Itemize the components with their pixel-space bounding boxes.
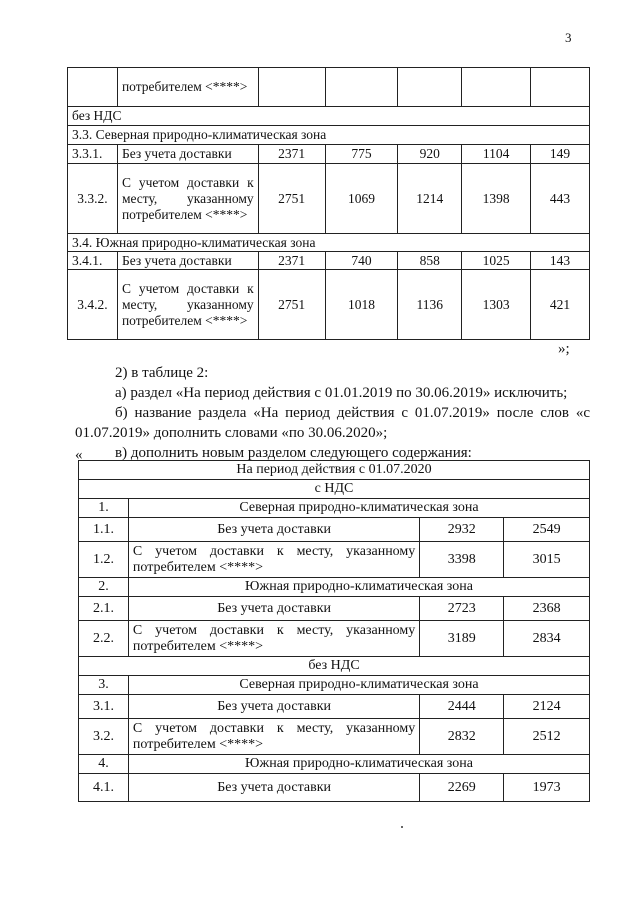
table-cell xyxy=(325,68,398,107)
value-cell: 3015 xyxy=(504,542,590,578)
value-cell: 1303 xyxy=(462,270,531,340)
section-number: 3. xyxy=(79,676,129,695)
row-description: С учетом доставки к месту, указанному потребителем <****> xyxy=(128,542,419,578)
value-cell: 2512 xyxy=(504,719,590,755)
table-cell xyxy=(398,68,462,107)
row-code: 3.4.1. xyxy=(68,252,118,270)
zone-heading: 3.4. Южная природно-климатическая зона xyxy=(68,234,590,252)
value-cell: 149 xyxy=(531,145,590,164)
zone-heading: 3.3. Северная природно-климатическая зона xyxy=(68,126,590,145)
table-row xyxy=(79,755,590,774)
value-cell: 2932 xyxy=(420,518,504,542)
table-row xyxy=(79,695,590,719)
row-description: Без учета доставки xyxy=(117,145,258,164)
table-row xyxy=(68,145,590,164)
no-vat-heading: без НДС xyxy=(68,107,590,126)
table-row xyxy=(68,164,590,234)
table-cell xyxy=(258,68,325,107)
value-cell: 920 xyxy=(398,145,462,164)
no-vat-heading: без НДС xyxy=(79,657,590,676)
table-cell xyxy=(462,68,531,107)
table-row xyxy=(68,107,590,126)
row-description: Без учета доставки xyxy=(128,518,419,542)
table-row xyxy=(79,657,590,676)
value-cell: 2723 xyxy=(420,597,504,621)
zone-heading: Северная природно-климатическая зона xyxy=(128,499,589,518)
instruction-paragraph: в) дополнить новым разделом следующего содержания: xyxy=(115,445,472,461)
table-row xyxy=(79,774,590,802)
value-cell: 1973 xyxy=(504,774,590,802)
zone-heading: Южная природно-климатическая зона xyxy=(128,755,589,774)
value-cell: 1018 xyxy=(325,270,398,340)
value-cell: 1069 xyxy=(325,164,398,234)
value-cell: 2832 xyxy=(420,719,504,755)
row-description: С учетом доставки к месту, указанному потребителем <****> xyxy=(128,719,419,755)
value-cell: 1214 xyxy=(398,164,462,234)
row-description: Без учета доставки xyxy=(128,597,419,621)
value-cell: 1104 xyxy=(462,145,531,164)
row-code: 3.3.2. xyxy=(68,164,118,234)
instruction-paragraph: 2) в таблице 2: xyxy=(115,365,209,381)
row-code: 3.2. xyxy=(79,719,129,755)
tariff-table-continuation xyxy=(67,67,590,340)
table-cell xyxy=(68,68,118,107)
value-cell: 2269 xyxy=(420,774,504,802)
table-row xyxy=(68,234,590,252)
value-cell: 740 xyxy=(325,252,398,270)
table-row xyxy=(79,499,590,518)
table-row xyxy=(79,578,590,597)
value-cell: 1398 xyxy=(462,164,531,234)
row-description: Без учета доставки xyxy=(117,252,258,270)
value-cell: 3398 xyxy=(420,542,504,578)
row-description: С учетом доставки к месту, указанному потребителем <****> xyxy=(128,621,419,657)
row-description: Без учета доставки xyxy=(128,695,419,719)
row-code: 1.1. xyxy=(79,518,129,542)
table-row xyxy=(68,252,590,270)
value-cell: 2368 xyxy=(504,597,590,621)
table-cell xyxy=(531,68,590,107)
row-code: 2.2. xyxy=(79,621,129,657)
table-row xyxy=(79,542,590,578)
value-cell: 443 xyxy=(531,164,590,234)
section-number: 2. xyxy=(79,578,129,597)
table-row xyxy=(68,270,590,340)
value-cell: 421 xyxy=(531,270,590,340)
table-row xyxy=(79,597,590,621)
value-cell: 2371 xyxy=(258,252,325,270)
value-cell: 1136 xyxy=(398,270,462,340)
table-row xyxy=(79,676,590,695)
section-number: 4. xyxy=(79,755,129,774)
row-description: Без учета доставки xyxy=(128,774,419,802)
page-number: 3 xyxy=(565,30,572,45)
tariff-table-new-section xyxy=(78,460,590,802)
vat-heading: с НДС xyxy=(79,480,590,499)
value-cell: 2549 xyxy=(504,518,590,542)
row-code: 2.1. xyxy=(79,597,129,621)
row-code: 3.3.1. xyxy=(68,145,118,164)
value-cell: 3189 xyxy=(420,621,504,657)
table-row xyxy=(79,461,590,480)
value-cell: 2834 xyxy=(504,621,590,657)
row-description: С учетом доставки к месту, указанному потребителем <****> xyxy=(117,164,258,234)
section-number: 1. xyxy=(79,499,129,518)
period-title: На период действия с 01.07.2020 xyxy=(79,461,590,480)
value-cell: 775 xyxy=(325,145,398,164)
table-row xyxy=(79,518,590,542)
value-cell: 1025 xyxy=(462,252,531,270)
value-cell: 2124 xyxy=(504,695,590,719)
value-cell: 2751 xyxy=(258,270,325,340)
row-code: 3.4.2. xyxy=(68,270,118,340)
table-row xyxy=(79,621,590,657)
value-cell: 2751 xyxy=(258,164,325,234)
row-code: 1.2. xyxy=(79,542,129,578)
table-row xyxy=(79,480,590,499)
row-code: 4.1. xyxy=(79,774,129,802)
value-cell: 2371 xyxy=(258,145,325,164)
scan-speck xyxy=(401,826,403,828)
table-row xyxy=(68,126,590,145)
row-code: 3.1. xyxy=(79,695,129,719)
instruction-paragraph: б) название раздела «На период действия с 01.07.2019» после слов «с 01.07.2019» дополнить словами «по 30.06.2020»; xyxy=(75,405,590,441)
closing-quote: »; xyxy=(558,341,570,357)
zone-heading: Южная природно-климатическая зона xyxy=(128,578,589,597)
table-row xyxy=(68,68,590,107)
value-cell: 2444 xyxy=(420,695,504,719)
row-description: С учетом доставки к месту, указанному потребителем <****> xyxy=(117,270,258,340)
value-cell: 858 xyxy=(398,252,462,270)
instruction-paragraph: а) раздел «На период действия с 01.01.2019 по 30.06.2019» исключить; xyxy=(115,385,568,401)
table-row xyxy=(79,719,590,755)
value-cell: 143 xyxy=(531,252,590,270)
opening-quote: « xyxy=(75,447,83,463)
row-description: потребителем <****> xyxy=(117,68,258,107)
zone-heading: Северная природно-климатическая зона xyxy=(128,676,589,695)
